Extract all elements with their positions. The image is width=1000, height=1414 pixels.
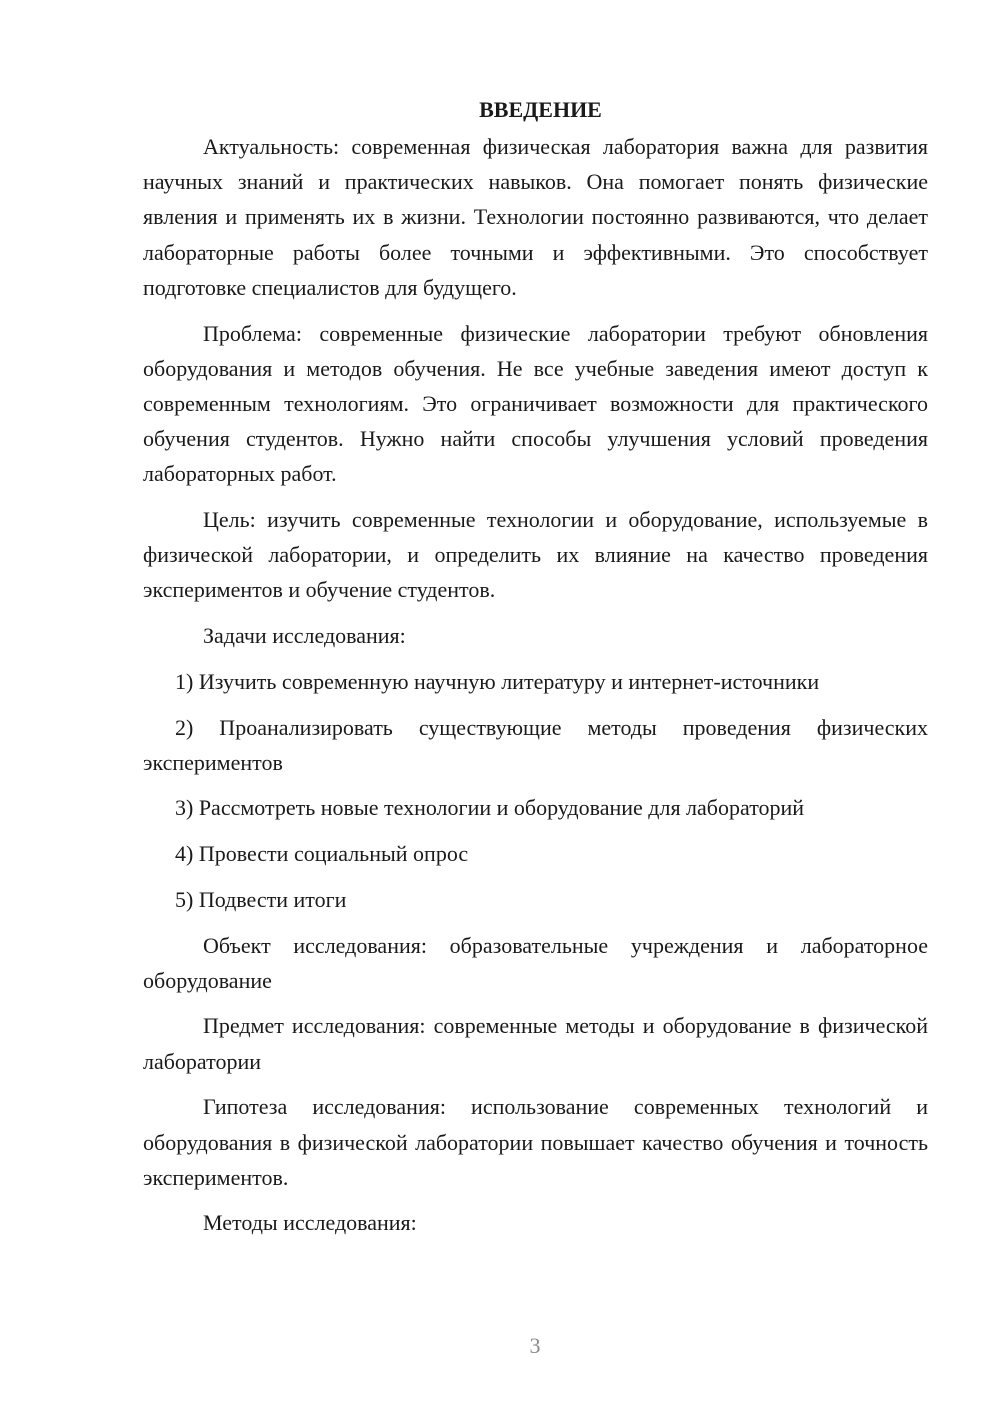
paragraph-relevance: Актуальность: современная физическая лаборатория важна для развития научных знаний и практических навыков. Она помогает понять физические явления и применять их в жизни. Технологии постоянно развиваются, что делает лабораторные работы более точными и эффективными. Это способствует подготовке специалистов для будущего.: [143, 134, 928, 300]
task-item-2: 2) Проанализировать существующие методы проведения физических экспериментов: [143, 714, 928, 775]
task-item-1: 1) Изучить современную научную литературу и интернет-источники: [175, 668, 820, 694]
methods-heading: Методы исследования:: [203, 1210, 417, 1236]
task-item-3: 3) Рассмотреть новые технологии и оборудование для лабораторий: [175, 795, 805, 821]
tasks-heading: Задачи исследования:: [203, 623, 406, 649]
task-item-5: 5) Подвести итоги: [175, 886, 347, 912]
page-title: ВВЕДЕНИЕ: [479, 97, 602, 122]
task-item-4: 4) Провести социальный опрос: [175, 841, 469, 867]
page-number: 3: [529, 1333, 541, 1358]
paragraph-problem: Проблема: современные физические лаборатории требуют обновления оборудования и методов обучения. Не все учебные заведения имеют доступ к современным технологиям. Это ограничивает возможности для практического обучения студентов. Нужно найти способы улучшения условий проведения лабораторных работ.: [143, 320, 928, 487]
paragraph-subject: Предмет исследования: современные методы и оборудование в физической лаборатории: [143, 1013, 928, 1074]
paragraph-object: Объект исследования: образовательные учреждения и лабораторное оборудование: [143, 932, 928, 993]
document-page: [143, 95, 928, 1241]
paragraph-goal: Цель: изучить современные технологии и оборудование, используемые в физической лаборатории, и определить их влияние на качество проведения экспериментов и обучение студентов.: [143, 507, 928, 603]
paragraph-hypothesis: Гипотеза исследования: использование современных технологий и оборудования в физической лаборатории повышает качество обучения и точность экспериментов.: [143, 1094, 928, 1190]
